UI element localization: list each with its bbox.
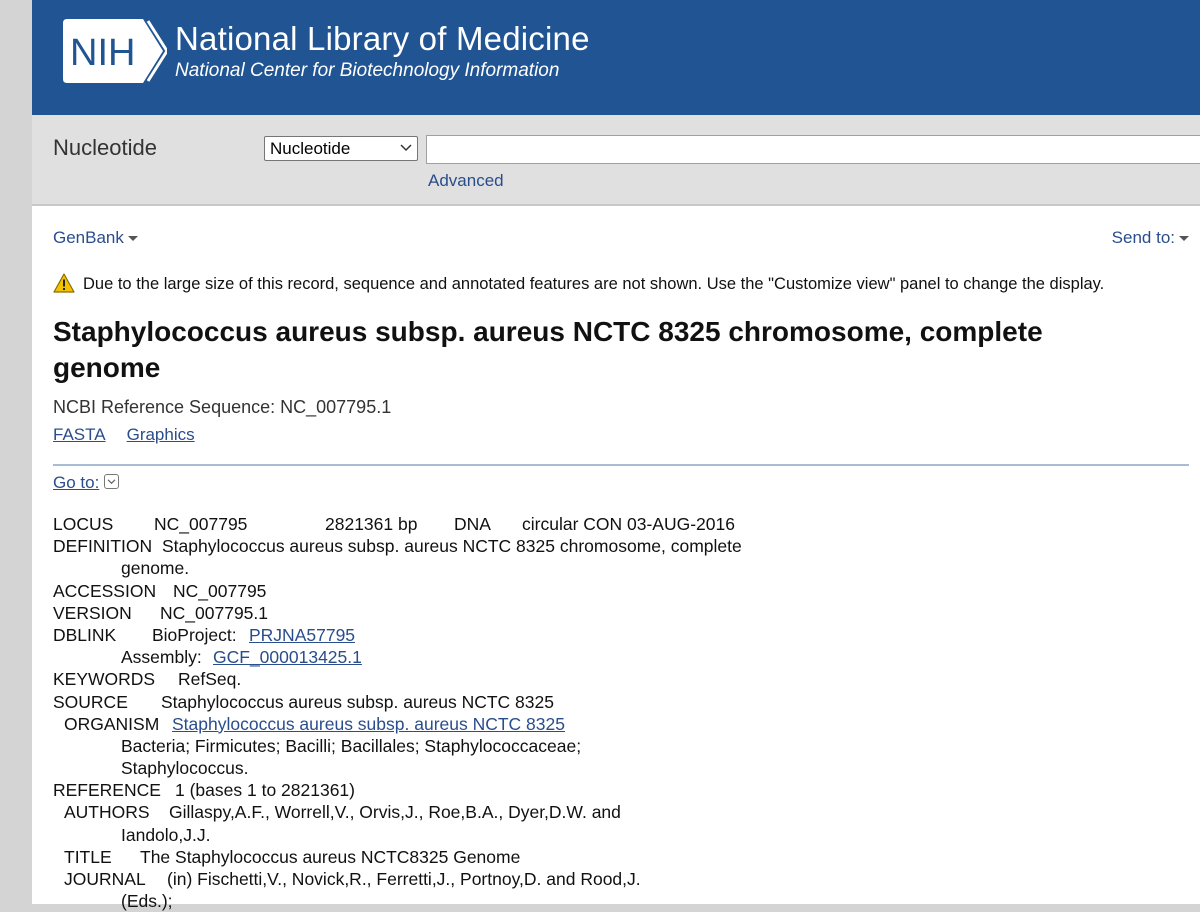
definition-key: DEFINITION	[53, 536, 153, 557]
bioproject-label: BioProject:	[152, 624, 237, 645]
large-record-notice: Due to the large size of this record, sequence and annotated features are not shown. Use the "Customize view" panel to change the display.	[83, 275, 1105, 293]
search-bar	[32, 115, 1200, 206]
journal-value-cont: (Eds.);	[121, 891, 173, 912]
organism-link[interactable]: Staphylococcus aureus subsp. aureus NCTC 8325	[172, 713, 565, 734]
reference-value: 1 (bases 1 to 2821361)	[175, 780, 355, 801]
accession-key: ACCESSION	[53, 580, 157, 601]
search-input[interactable]	[426, 135, 1200, 164]
goto-chevron-icon[interactable]	[104, 474, 119, 489]
goto-link[interactable]: Go to:	[53, 473, 100, 492]
journal-value: (in) Fischetti,V., Novick,R., Ferretti,J., Portnoy,D. and Rood,J.	[167, 869, 641, 889]
title-key: TITLE	[64, 846, 112, 867]
lineage-value-cont: Staphylococcus.	[121, 758, 249, 779]
format-menu[interactable]	[53, 228, 138, 248]
advanced-search-link[interactable]: Advanced	[428, 171, 504, 190]
chevron-down-icon	[400, 141, 412, 155]
bioproject-link[interactable]: PRJNA57795	[249, 624, 356, 645]
graphics-link[interactable]: Graphics	[126, 425, 195, 444]
authors-key: AUTHORS	[64, 802, 150, 823]
caret-down-icon	[1179, 236, 1189, 241]
authors-value-cont: Iandolo,J.J.	[121, 824, 211, 845]
site-subtitle[interactable]: National Center for Biotechnology Information	[175, 60, 560, 81]
keywords-key: KEYWORDS	[53, 669, 156, 690]
locus-length: 2821361 bp	[325, 514, 418, 534]
definition-value: Staphylococcus aureus subsp. aureus NCTC 8325 chromosome, complete	[162, 536, 742, 557]
version-key: VERSION	[53, 602, 132, 623]
reference-key: REFERENCE	[53, 780, 161, 801]
assembly-link[interactable]: GCF_000013425.1	[213, 647, 362, 668]
locus-name: NC_007795	[154, 514, 248, 534]
locus-type: DNA	[454, 514, 491, 534]
definition-value-cont: genome.	[121, 558, 190, 579]
database-label: Nucleotide	[53, 135, 157, 160]
dblink-key: DBLINK	[53, 624, 117, 645]
site-title[interactable]: National Library of Medicine	[175, 20, 590, 57]
reference-sequence-id: NCBI Reference Sequence: NC_007795.1	[53, 397, 392, 417]
record-title: Staphylococcus aureus subsp. aureus NCTC 8325 chromosome, complete genome	[53, 316, 1043, 383]
caret-down-icon	[128, 236, 138, 241]
journal-key: JOURNAL	[64, 869, 146, 889]
divider	[53, 464, 1189, 466]
page	[32, 0, 1200, 912]
database-select[interactable]	[264, 136, 418, 161]
database-select-value: Nucleotide	[270, 139, 351, 158]
fasta-link[interactable]: FASTA	[53, 425, 106, 444]
source-key: SOURCE	[53, 691, 128, 712]
lineage-value: Bacteria; Firmicutes; Bacilli; Bacillales; Staphylococcaceae;	[121, 735, 582, 756]
locus-topology-date: circular CON 03-AUG-2016	[522, 514, 735, 534]
source-value: Staphylococcus aureus subsp. aureus NCTC 8325	[161, 691, 554, 712]
organism-key: ORGANISM	[64, 713, 160, 734]
locus-key: LOCUS	[53, 514, 114, 534]
title-value: The Staphylococcus aureus NCTC8325 Genome	[140, 846, 521, 867]
assembly-label: Assembly:	[121, 647, 202, 668]
nih-logo[interactable]	[63, 19, 167, 83]
authors-value: Gillaspy,A.F., Worrell,V., Orvis,J., Roe,B.A., Dyer,D.W. and	[169, 802, 621, 823]
format-menu-label: GenBank	[53, 228, 124, 247]
send-to-label: Send to:	[1111, 228, 1175, 247]
format-links	[53, 425, 216, 445]
version-value: NC_007795.1	[160, 602, 268, 623]
nih-logo-text: NIH	[70, 32, 136, 74]
site-header	[32, 0, 1200, 115]
send-to-menu[interactable]	[1112, 228, 1189, 248]
accession-value: NC_007795	[173, 580, 267, 601]
keywords-value: RefSeq.	[178, 669, 242, 690]
warning-icon	[53, 273, 75, 293]
